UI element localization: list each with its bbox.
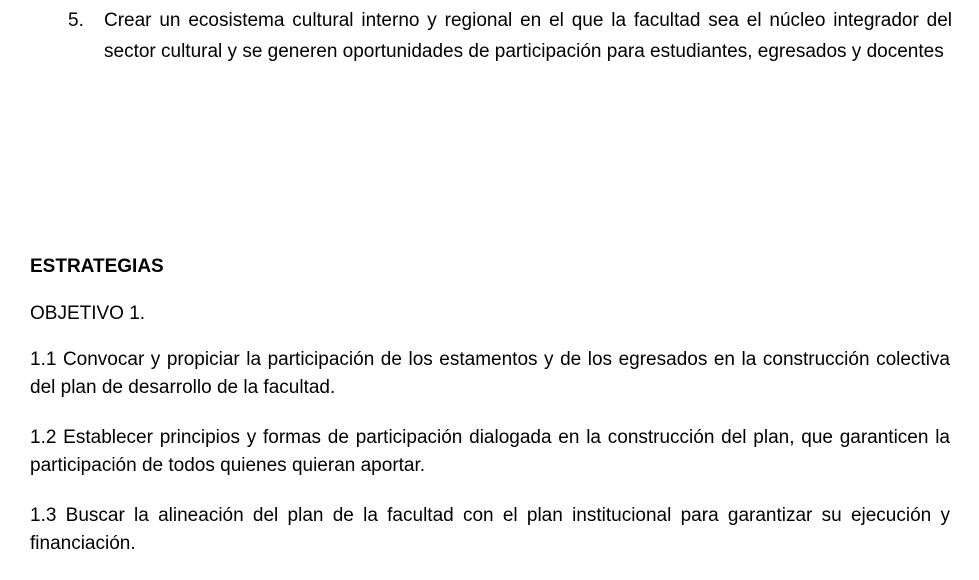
list-item-number: 5.: [68, 10, 84, 31]
objective-list-item-5: [68, 5, 952, 67]
strategy-paragraph-1-3: 1.3 Buscar la alineación del plan de la facultad con el plan institucional para garantizar su ejecución y financiación.: [30, 505, 950, 554]
objective-1-label: OBJETIVO 1.: [30, 303, 146, 324]
list-item-text: Crear un ecosistema cultural interno y regional en el que la facultad sea el núcleo integrador del sector cultural y se generen oportunidades de participación para estudiantes, egresados y docentes: [104, 10, 952, 62]
strategy-paragraph-1-1: 1.1 Convocar y propiciar la participación de los estamentos y de los egresados en la construcción colectiva del plan de desarrollo de la facultad.: [30, 349, 950, 398]
strategies-heading: ESTRATEGIAS: [30, 256, 164, 277]
strategy-paragraph-1-2: 1.2 Establecer principios y formas de participación dialogada en la construcción del plan, que garanticen la participación de todos quienes quieran aportar.: [30, 427, 950, 476]
